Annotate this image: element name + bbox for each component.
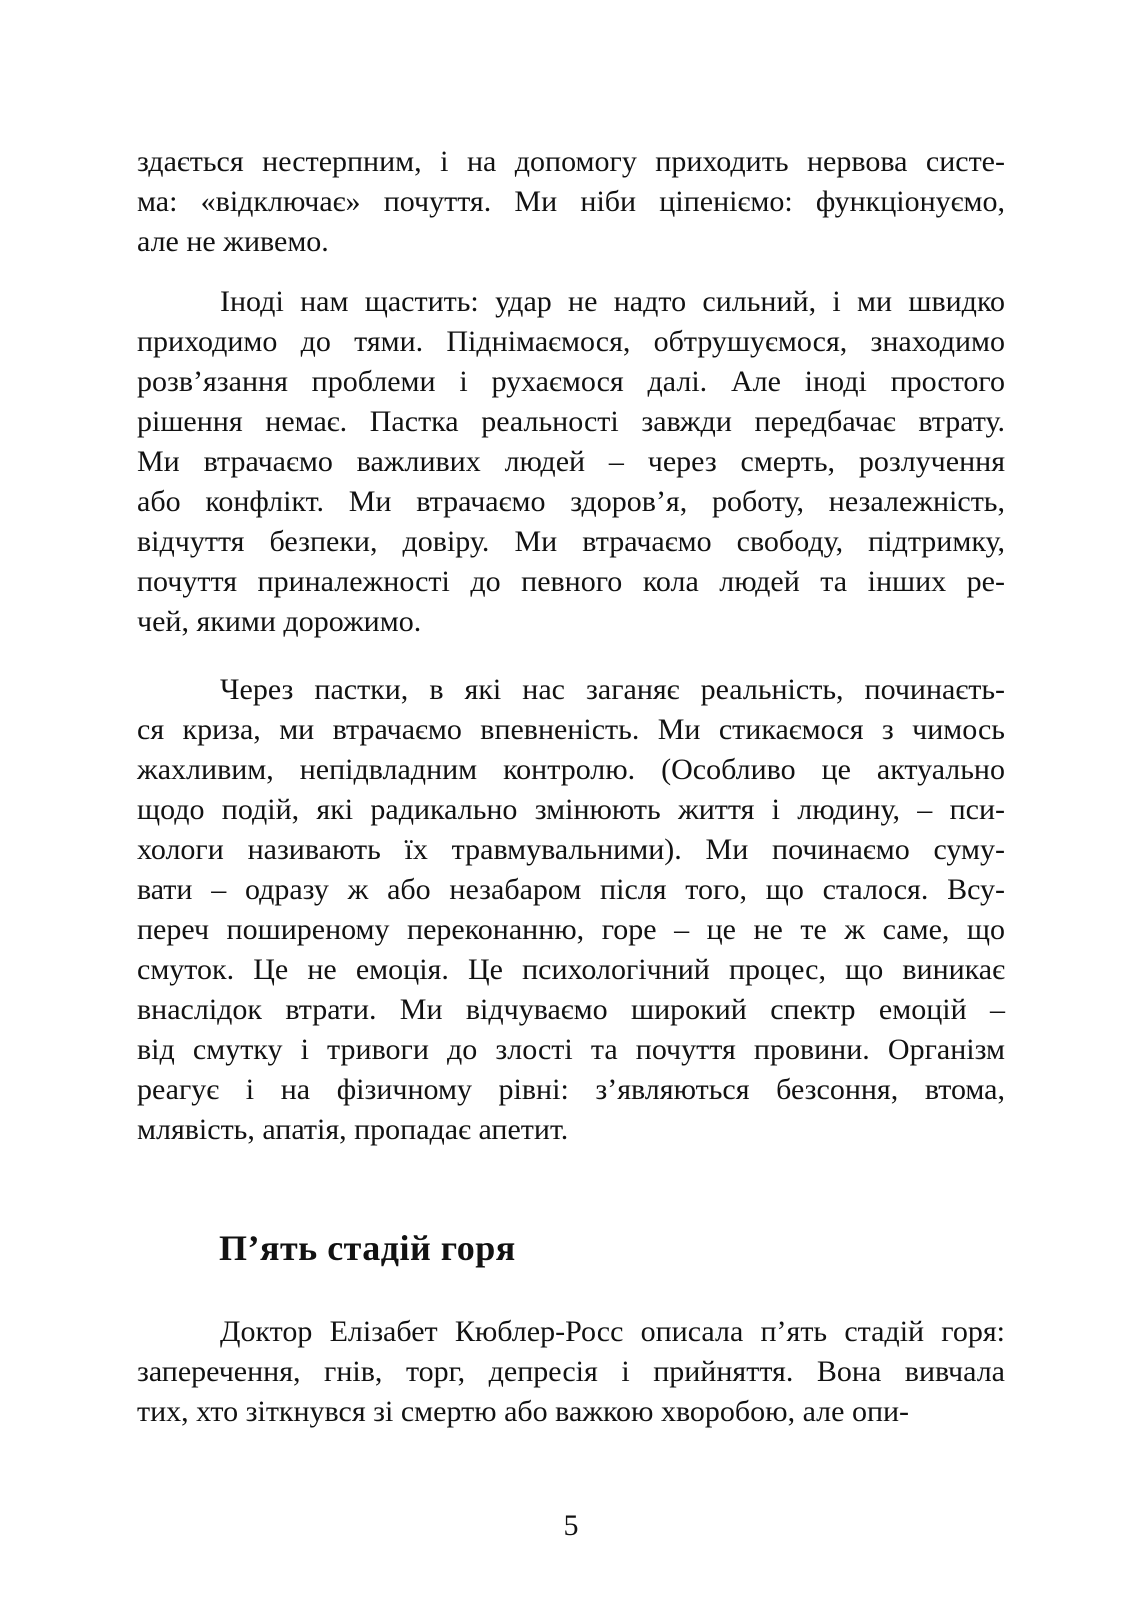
text-line: приходимо до тями. Піднімаємося, обтрушуємося, знаходимо — [137, 325, 1005, 358]
text-line: тих, хто зіткнувся зі смертю або важкою хворобою, але опи- — [137, 1395, 910, 1428]
paragraph — [137, 282, 1005, 642]
text-line: смуток. Це не емоція. Це психологічний процес, що виникає — [137, 953, 1005, 986]
text-line: ся криза, ми втрачаємо впевненість. Ми стикаємося з чимось — [137, 713, 1005, 746]
text-block — [137, 142, 1005, 1432]
text-line: млявість, апатія, пропадає апетит. — [137, 1113, 569, 1146]
text-line: вати – одразу ж або незабаром після того, що сталося. Всу- — [137, 873, 1005, 906]
text-line: жахливим, непідвладним контролю. (Особливо це актуально — [137, 753, 1005, 786]
paragraph — [137, 670, 1005, 1150]
page-footer — [0, 1506, 1142, 1546]
text-line: Ми втрачаємо важливих людей – через смерть, розлучення — [137, 445, 1005, 478]
section-heading: П’ять стадій горя — [219, 1228, 516, 1268]
text-line: але не живемо. — [137, 225, 329, 258]
text-line: заперечення, гнів, торг, депресія і прийняття. Вона вивчала — [137, 1355, 1005, 1388]
text-line: від смутку і тривоги до злості та почуття провини. Організм — [137, 1033, 1005, 1066]
text-line: хологи називають їх травмувальними). Ми починаємо суму- — [137, 833, 1005, 866]
page-number: 5 — [563, 1509, 579, 1542]
text-line: почуття приналежності до певного кола людей та інших ре- — [137, 565, 1005, 598]
paragraph — [137, 142, 1005, 262]
text-line: Через пастки, в які нас заганяє реальність, починаєть- — [220, 673, 1005, 706]
text-line: ма: «відключає» почуття. Ми ніби ціпеніємо: функціонуємо, — [137, 185, 1005, 218]
text-line: здається нестерпним, і на допомогу приходить нервова систе- — [137, 145, 1005, 178]
text-line: розв’язання проблеми і рухаємося далі. Але іноді простого — [137, 365, 1005, 398]
text-line: рішення немає. Пастка реальності завжди передбачає втрату. — [137, 405, 1005, 438]
text-line: внаслідок втрати. Ми відчуваємо широкий спектр емоцій – — [137, 993, 1005, 1026]
paragraph — [137, 1312, 1005, 1432]
text-line: відчуття безпеки, довіру. Ми втрачаємо свободу, підтримку, — [137, 525, 1005, 558]
text-line: реагує і на фізичному рівні: з’являються безсоння, втома, — [137, 1073, 1005, 1106]
text-line: або конфлікт. Ми втрачаємо здоров’я, роботу, незалежність, — [137, 485, 1005, 518]
text-line: Доктор Елізабет Кюблер-Росс описала п’ять стадій горя: — [220, 1315, 1005, 1348]
text-line: переч поширеному переконанню, горе – це не те ж саме, що — [137, 913, 1005, 946]
text-line: чей, якими дорожимо. — [137, 605, 422, 638]
text-line: Іноді нам щастить: удар не надто сильний, і ми швидко — [220, 285, 1005, 318]
text-line: щодо подій, які радикально змінюють життя і людину, – пси- — [137, 793, 1005, 826]
